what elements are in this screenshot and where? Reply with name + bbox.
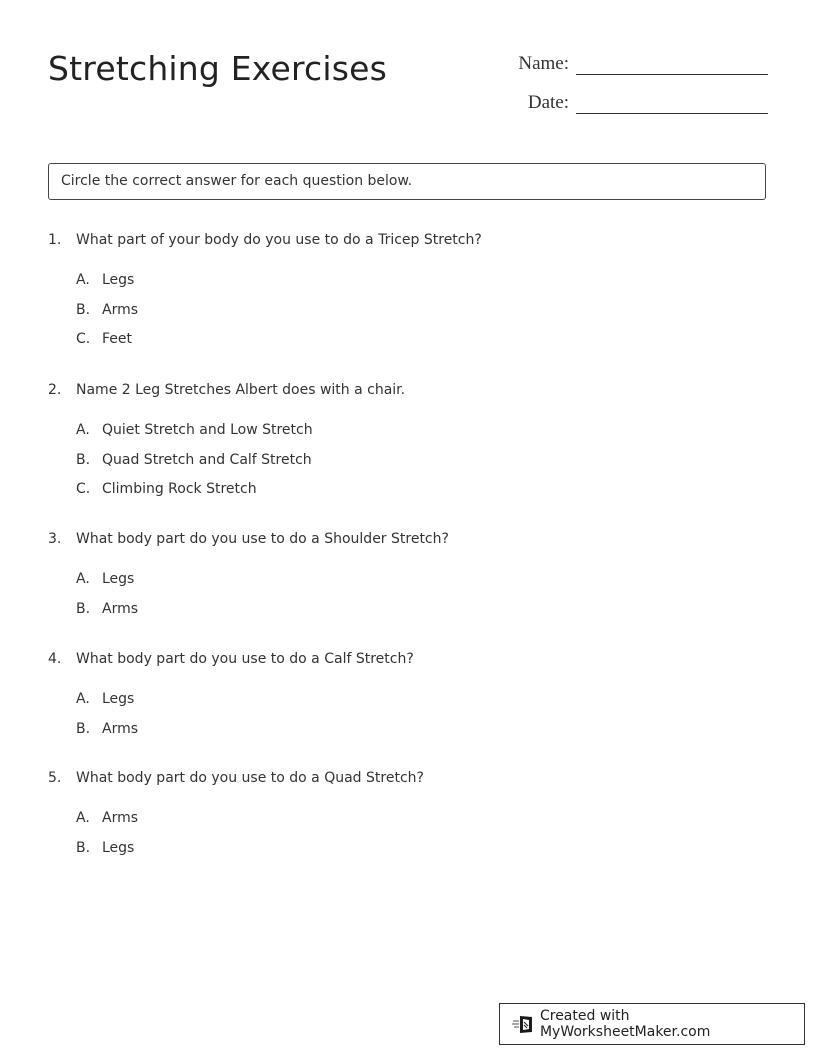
choice-letter: B.: [76, 720, 91, 737]
question-number: 4.: [48, 651, 62, 667]
choice-text: Climbing Rock Stretch: [102, 481, 257, 497]
date-label: Date:: [527, 92, 569, 113]
choice-text: Feet: [102, 331, 133, 347]
choice-letter: A.: [76, 691, 90, 707]
choice-letter: C.: [76, 331, 91, 347]
choice-text: Quad Stretch and Calf Stretch: [102, 451, 312, 468]
choice-text: Legs: [102, 839, 135, 856]
choice-letter: A.: [76, 422, 90, 438]
question-3: [48, 529, 449, 628]
choice-text: Legs: [102, 691, 135, 707]
footer-badge[interactable]: [499, 1003, 805, 1045]
name-blank-line[interactable]: [576, 52, 768, 75]
choice-a[interactable]: [48, 569, 449, 599]
choice-letter: A.: [76, 810, 90, 826]
choice-b[interactable]: [48, 300, 482, 330]
choice-text: Legs: [102, 272, 135, 288]
question-text: What body part do you use to do a Shoulder Stretch?: [76, 531, 449, 547]
question-4: [48, 649, 414, 748]
choice-b[interactable]: [48, 450, 405, 480]
question-number: 1.: [48, 232, 62, 248]
choice-a[interactable]: [48, 420, 405, 450]
choice-letter: C.: [76, 481, 91, 497]
choice-text: Arms: [102, 600, 139, 617]
instructions-box: Circle the correct answer for each question below.: [48, 163, 766, 200]
name-label: Name:: [518, 53, 569, 74]
choice-b[interactable]: [48, 599, 449, 629]
choice-a[interactable]: [48, 808, 424, 838]
question-number: 3.: [48, 531, 62, 547]
choice-b[interactable]: [48, 838, 424, 868]
date-blank-line[interactable]: [576, 91, 768, 114]
question-2: [48, 380, 405, 509]
choice-letter: B.: [76, 839, 91, 856]
choice-letter: B.: [76, 301, 91, 318]
question-text: What part of your body do you use to do a Tricep Stretch?: [76, 232, 482, 248]
choice-text: Arms: [102, 720, 139, 737]
question-text: Name 2 Leg Stretches Albert does with a chair.: [76, 382, 406, 398]
footer-text: Created with MyWorksheetMaker.com: [539, 1008, 711, 1040]
choice-letter: B.: [76, 600, 91, 617]
choice-c[interactable]: [48, 329, 482, 359]
question-number: 2.: [48, 382, 62, 398]
choice-text: Legs: [102, 571, 135, 587]
worksheet-title: Stretching Exercises: [48, 49, 388, 88]
choice-text: Quiet Stretch and Low Stretch: [102, 422, 313, 438]
choice-text: Arms: [102, 301, 139, 318]
choice-letter: B.: [76, 451, 91, 468]
choice-a[interactable]: [48, 270, 482, 300]
choice-letter: A.: [76, 272, 90, 288]
date-field: [509, 91, 768, 114]
question-1: [48, 230, 482, 359]
choice-text: Arms: [102, 810, 139, 826]
worksheet-maker-logo-icon: [512, 1014, 534, 1034]
question-number: 5.: [48, 770, 62, 786]
question-5: [48, 768, 424, 867]
question-text: What body part do you use to do a Calf Stretch?: [76, 651, 414, 667]
choice-b[interactable]: [48, 719, 414, 749]
name-field: [509, 52, 768, 75]
question-text: What body part do you use to do a Quad Stretch?: [76, 770, 424, 786]
choice-c[interactable]: [48, 479, 405, 509]
choice-letter: A.: [76, 571, 90, 587]
choice-a[interactable]: [48, 689, 414, 719]
